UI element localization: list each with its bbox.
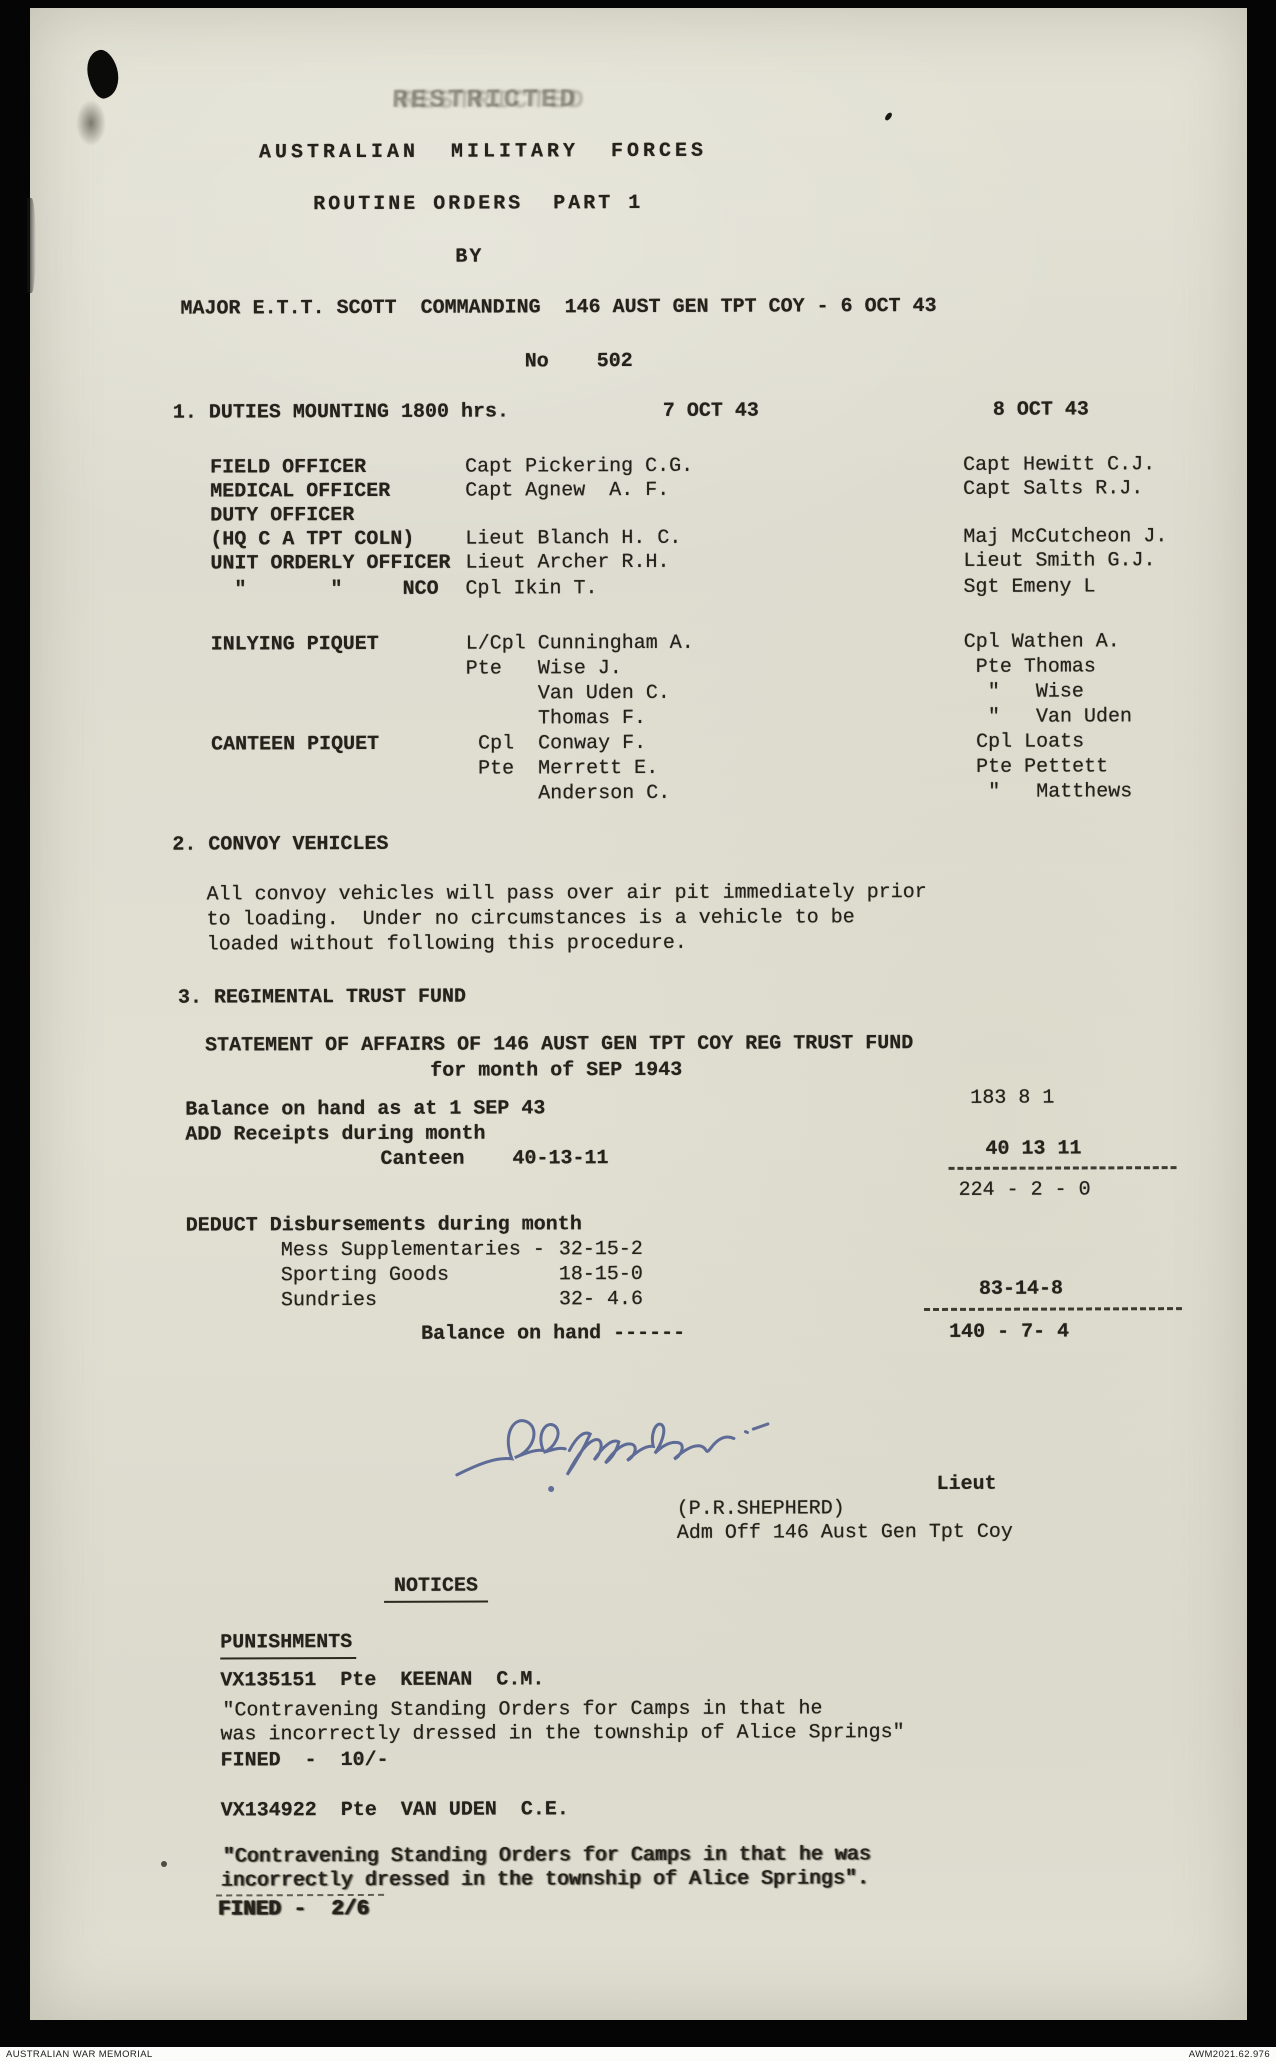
fund-item-row [31,1236,1248,1264]
duty-assignee-col1: Lieut Archer R.H. [465,550,670,575]
case-fine: FINED - 2/6 [218,1897,370,1922]
duty-label: DUTY OFFICER [210,503,355,528]
piquet-label: INLYING PIQUET [210,632,379,657]
duties-date-col1: 7 OCT 43 [662,399,759,423]
piquet-member-col2: Pte Thomas [963,655,1096,679]
fund-balance-label: Balance on hand as at 1 SEP 43 [185,1097,546,1122]
doc-org-title: AUSTRALIAN MILITARY FORCES [258,139,708,165]
duty-assignee-col1: Cpl Ikin T. [465,577,598,601]
duty-label: UNIT ORDERLY OFFICER [210,551,451,576]
fund-balance-value: 183 8 1 [970,1086,1055,1110]
duty-label: (HQ C A TPT COLN) [210,527,415,552]
total-underline [949,1166,1177,1170]
fund-statement-line1: STATEMENT OF AFFAIRS OF 146 AUST GEN TPT COY REG TRUST FUND [205,1032,914,1058]
signature [448,1385,815,1516]
notices-heading: NOTICES [384,1575,488,1603]
duty-label: " " NCO [210,577,439,602]
piquet-table-row [29,705,1246,733]
convoy-paragraph-line: All convoy vehicles will pass over air pit immediately prior [206,880,927,907]
duty-assignee-col2: Capt Salts R.J. [963,477,1144,501]
fund-deduct-total: 83-14-8 [978,1277,1064,1301]
case-service-number-line: VX135151 Pte KEENAN C.M. [220,1668,545,1693]
fund-balance2-value: 140 - 7- 4 [949,1320,1070,1344]
fund-deduct-label: DEDUCT Disbursements during month [185,1213,582,1238]
duty-assignee-col1: Capt Pickering C.G. [465,454,694,479]
piquet-member-col1: Van Uden C. [465,681,670,706]
total-underline [924,1307,1182,1311]
fund-item-label: Mess Supplementaries - [280,1238,545,1263]
convoy-paragraph-line: to loading. Under no circumstances is a vehicle to be [206,906,855,932]
section-fund-heading: 3. REGIMENTAL TRUST FUND [177,985,467,1010]
duty-assignee-col2: Sgt Emeny L [963,575,1096,599]
duty-table-row [28,575,1245,603]
fund-item-label: Sundries [280,1288,378,1313]
duty-assignee-col1: Capt Agnew A. F. [465,478,670,503]
fund-subtotal-value: 224 - 2 - 0 [958,1178,1091,1202]
piquet-table-row [29,780,1246,808]
duty-label: FIELD OFFICER [210,455,367,480]
punishments-heading: PUNISHMENTS [220,1631,356,1659]
order-number: No 502 [524,350,633,374]
fund-item-label: Sporting Goods [280,1263,449,1288]
piquet-member-col2: Pte Pettett [964,755,1109,779]
document-content [26,6,1250,2022]
awm-footer [0,2047,1276,2061]
duties-date-col2: 8 OCT 43 [992,398,1089,422]
fund-canteen-value: 40 13 11 [985,1137,1082,1161]
duty-label: MEDICAL OFFICER [210,479,391,504]
convoy-paragraph-line: loaded without following this procedure. [206,931,687,957]
piquet-table-row [29,730,1246,758]
piquet-member-col1: L/Cpl Cunningham A. [465,631,694,656]
signature-rank: Lieut [936,1472,997,1496]
case-charge-line: incorrectly dressed in the township of Alice Springs". [220,1867,870,1893]
piquet-member-col1: Pte Wise J. [465,657,622,681]
duty-table-row [28,549,1245,577]
piquet-member-col2: " Matthews [964,780,1133,804]
duty-assignee-col2: Capt Hewitt C.J. [963,453,1156,477]
case-charge-line: "Contravening Standing Orders for Camps in that he was [222,1843,872,1869]
piquet-table-row [29,680,1246,708]
fund-item-row [31,1261,1248,1289]
piquet-table-row [29,655,1246,683]
piquet-label: CANTEEN PIQUET [211,732,380,757]
piquet-table-row [29,630,1246,658]
duty-assignee-col2: Maj McCutcheon J. [963,525,1168,549]
fund-canteen-line: Canteen 40-13-11 [380,1147,609,1171]
doc-commander-line: MAJOR E.T.T. SCOTT COMMANDING 146 AUST GEN TPT COY - 6 OCT 43 [180,294,937,321]
piquet-member-col2: Cpl Loats [964,730,1085,754]
fund-statement-line2: for month of SEP 1943 [430,1058,683,1083]
section-duties-heading: 1. DUTIES MOUNTING 1800 hrs. [172,400,510,425]
document-paper [30,8,1247,2020]
fund-item-amount: 18-15-0 [558,1262,643,1287]
fund-item-amount: 32-15-2 [558,1237,643,1262]
case-service-number-line: VX134922 Pte VAN UDEN C.E. [220,1798,569,1823]
doc-by-line: BY [455,245,484,269]
piquet-member-col1: Pte Merrett E. [466,756,659,781]
doc-type-title: ROUTINE ORDERS PART 1 [313,191,644,217]
awm-footer-right: AWM2021.62.976 [1188,2048,1270,2060]
case-charge-line: was incorrectly dressed in the township of Alice Springs" [220,1721,905,1747]
case-fine: FINED - 10/- [220,1748,389,1773]
signature-name: (P.R.SHEPHERD) [676,1497,845,1521]
fund-add-label: ADD Receipts during month [185,1122,486,1147]
piquet-table-row [29,755,1246,783]
restricted-stamp: RESTRICTED [391,84,579,115]
piquet-member-col1: Anderson C. [466,781,671,806]
signature-title: Adm Off 146 Aust Gen Tpt Coy [676,1520,1013,1545]
case-charge-line: "Contravening Standing Orders for Camps in that he [222,1697,823,1723]
piquet-member-col2: " Wise [963,680,1084,704]
piquet-member-col1: Cpl Conway F. [466,731,647,756]
section-convoy-heading: 2. CONVOY VEHICLES [172,832,389,857]
piquet-member-col2: Cpl Wathen A. [963,630,1120,654]
duty-assignee-col2: Lieut Smith G.J. [963,549,1156,573]
fund-item-amount: 32- 4.6 [558,1287,644,1312]
piquet-member-col1: Thomas F. [465,706,647,731]
fund-balance2-label: Balance on hand ------ [421,1321,686,1346]
piquet-member-col2: " Van Uden [963,705,1133,729]
charge-underline-mark [216,1894,384,1897]
awm-footer-left: AUSTRALIAN WAR MEMORIAL [6,2048,153,2060]
duty-assignee-col1: Lieut Blanch H. C. [465,526,682,551]
